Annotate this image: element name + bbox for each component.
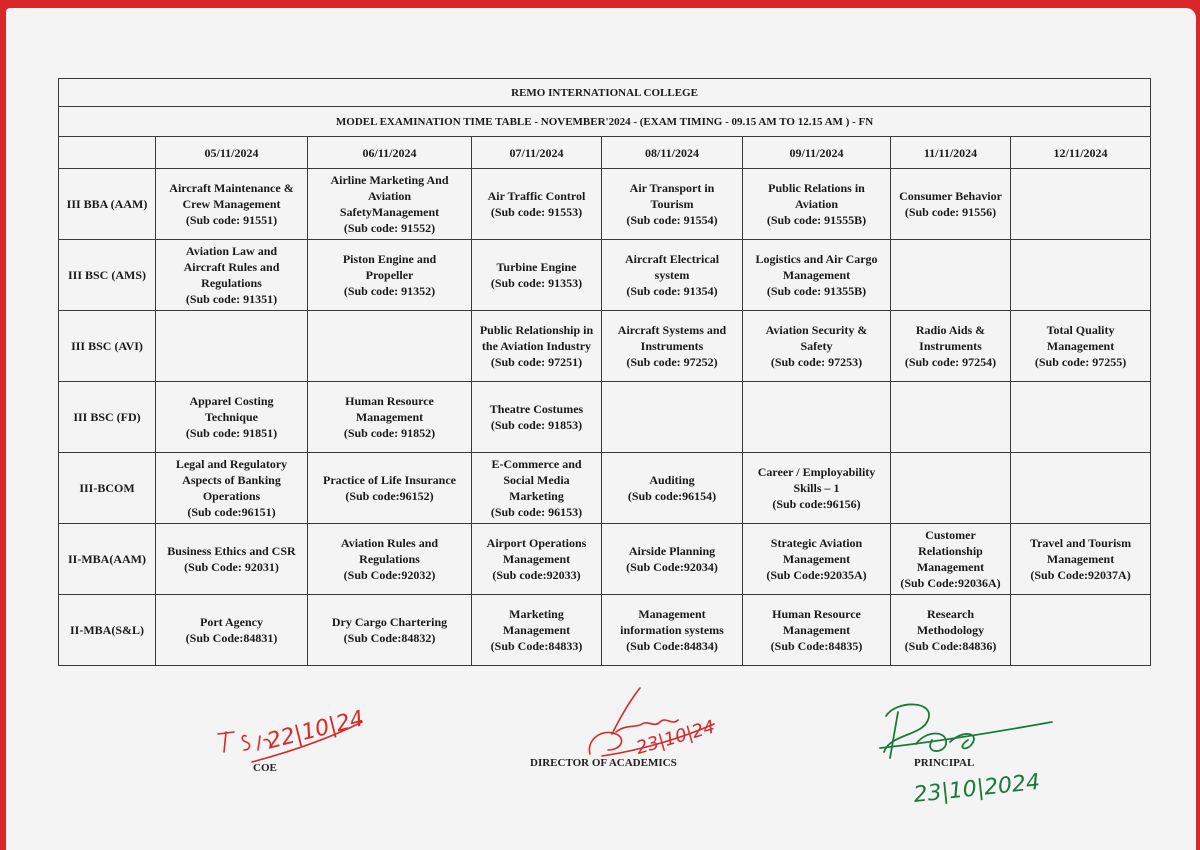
exam-cell-line: (Sub Code:92035A): [766, 568, 867, 582]
empty-cell: [1011, 595, 1151, 666]
program-name: II-MBA(S&L): [59, 595, 156, 666]
exam-cell-line: Airport Operations: [486, 536, 587, 550]
exam-cell: [602, 240, 743, 311]
empty-cell: [1011, 382, 1151, 453]
exam-cell-line: Management: [502, 623, 571, 637]
principal-label: PRINCIPAL: [914, 757, 975, 769]
exam-cell-line: Human Resource: [772, 607, 861, 621]
exam-cell-line: (Sub code: 91354): [626, 284, 718, 298]
exam-cell-line: (Sub Code:92032): [343, 568, 436, 582]
exam-cell-line: Travel and Tourism: [1029, 536, 1132, 550]
exam-cell: [308, 382, 472, 453]
exam-cell-line: Aspects of Banking: [182, 473, 281, 487]
exam-cell-line: Total Quality: [1046, 323, 1115, 337]
coe-date-svg: [258, 696, 378, 755]
exam-cell-line: (Sub code: 91556): [904, 205, 997, 219]
exam-cell-line: (Sub code:96152): [345, 489, 434, 503]
exam-cell: [156, 524, 308, 595]
exam-cell: [602, 595, 743, 666]
exam-cell-line: (Sub code: 91352): [343, 284, 436, 298]
coe-label: COE: [253, 762, 277, 774]
exam-cell-line: Aviation: [794, 197, 839, 211]
program-name: II-MBA(AAM): [59, 524, 156, 595]
program-row: [59, 240, 1151, 311]
exam-cell: [891, 595, 1011, 666]
exam-cell-line: (Sub code:96154): [627, 489, 717, 503]
exam-cell: [743, 453, 891, 524]
program-row: [59, 524, 1151, 595]
exam-cell: [743, 311, 891, 382]
exam-cell: [891, 311, 1011, 382]
principal-signature: [876, 696, 1066, 809]
header-corner: [59, 137, 156, 169]
exam-cell: [743, 169, 891, 240]
director-label: DIRECTOR OF ACADEMICS: [530, 757, 677, 769]
exam-cell-line: Propeller: [365, 268, 414, 282]
empty-cell: [891, 382, 1011, 453]
empty-cell: [602, 382, 743, 453]
exam-cell-line: Relationship: [918, 544, 983, 558]
exam-cell: [891, 169, 1011, 240]
exam-cell-line: (Sub code: 97253): [770, 355, 863, 369]
exam-cell-line: Marketing: [509, 489, 564, 503]
exam-cell-line: (Sub Code:92036A): [900, 576, 1001, 590]
exam-cell-line: Aviation Law and: [185, 244, 278, 258]
date-header: 08/11/2024: [602, 137, 743, 169]
exam-cell-line: (Sub code: 91853): [490, 418, 583, 432]
exam-cell-line: (Sub code: 97255): [1034, 355, 1127, 369]
exam-cell-line: Legal and Regulatory: [175, 457, 288, 471]
exam-cell-line: Crew Management: [182, 197, 281, 211]
exam-cell: [308, 240, 472, 311]
exam-cell-line: (Sub code: 91353): [490, 276, 583, 290]
exam-cell-line: system: [654, 268, 690, 282]
exam-cell: [156, 595, 308, 666]
college-title: REMO INTERNATIONAL COLLEGE: [59, 79, 1151, 107]
exam-cell: [156, 240, 308, 311]
program-row: [59, 453, 1151, 524]
exam-cell-line: Apparel Costing: [189, 394, 274, 408]
exam-cell: [308, 453, 472, 524]
exam-cell-line: (Sub code: 91552): [343, 221, 436, 235]
exam-cell-line: (Sub code:96156): [772, 497, 861, 511]
exam-cell-line: Career / Employability: [757, 465, 876, 479]
exam-cell-line: Instruments: [919, 339, 982, 353]
exam-cell-line: (Sub Code: 92031): [184, 560, 279, 574]
exam-cell: [472, 382, 602, 453]
exam-cell-line: Management: [355, 410, 424, 424]
exam-cell-line: information systems: [620, 623, 724, 637]
exam-cell-line: Human Resource: [345, 394, 434, 408]
exam-cell-line: Regulations: [201, 276, 262, 290]
svg-text:23|10|24: 23|10|24: [633, 716, 718, 759]
exam-cell-line: Aircraft Electrical: [624, 252, 720, 266]
exam-cell-line: Public Relationship in: [479, 323, 594, 337]
exam-cell: [743, 240, 891, 311]
exam-cell-line: Management: [916, 560, 985, 574]
exam-cell-line: (Sub code: 97252): [626, 355, 718, 369]
exam-cell: [472, 169, 602, 240]
date-header: 06/11/2024: [308, 137, 472, 169]
exam-cell-line: Dry Cargo Chartering: [331, 615, 448, 629]
exam-cell: [602, 524, 743, 595]
exam-cell-line: Regulations: [359, 552, 420, 566]
exam-cell-line: Management: [782, 623, 851, 637]
empty-cell: [156, 311, 308, 382]
exam-cell-line: Management: [1046, 339, 1115, 353]
exam-cell: [472, 240, 602, 311]
date-header: 09/11/2024: [743, 137, 891, 169]
exam-cell-line: Logistics and Air Cargo: [755, 252, 878, 266]
exam-cell-line: (Sub Code:92034): [626, 560, 718, 574]
exam-cell: [472, 453, 602, 524]
date-header-row: [59, 137, 1151, 169]
coe-handwriting: T. S. Lhi 22/10/24: [212, 692, 221, 693]
exam-cell-line: (Sub code: 91851): [185, 426, 278, 440]
director-signature: [582, 684, 732, 764]
exam-cell-line: Customer: [925, 528, 976, 542]
exam-cell-line: (Sub code:96151): [187, 505, 276, 519]
exam-cell-line: (Sub code:92033): [492, 568, 581, 582]
exam-cell-line: Aircraft Systems and: [617, 323, 727, 337]
exam-cell-line: (Sub code: 91555B): [766, 213, 867, 227]
exam-cell-line: SafetyManagement: [339, 205, 440, 219]
exam-cell-line: Technique: [205, 410, 258, 424]
exam-cell-line: Aircraft Maintenance &: [169, 181, 294, 195]
exam-cell-line: (Sub Code:84831): [185, 631, 278, 645]
exam-cell-line: (Sub code: 91351): [185, 292, 278, 306]
exam-cell-line: Air Transport in: [629, 181, 715, 195]
exam-cell-line: Airside Planning: [628, 544, 716, 558]
exam-cell-line: Management: [782, 268, 851, 282]
exam-cell-line: (Sub code: 96153): [490, 505, 583, 519]
exam-cell-line: Public Relations in: [768, 181, 865, 195]
exam-cell-line: Radio Aids &: [915, 323, 986, 337]
exam-cell-line: Aircraft Rules and: [183, 260, 280, 274]
exam-cell-line: Skills – 1: [793, 481, 840, 495]
exam-cell-line: Business Ethics and CSR: [167, 544, 296, 558]
exam-cell: [156, 382, 308, 453]
empty-cell: [743, 382, 891, 453]
program-name: III BSC (AMS): [59, 240, 156, 311]
empty-cell: [891, 240, 1011, 311]
exam-cell: [472, 311, 602, 382]
exam-cell-line: Practice of Life Insurance: [323, 473, 456, 487]
exam-cell-line: Operations: [202, 489, 261, 503]
empty-cell: [308, 311, 472, 382]
exam-cell: [156, 453, 308, 524]
timetable-container: [58, 78, 1150, 676]
exam-cell-line: (Sub Code:92037A): [1030, 568, 1131, 582]
exam-cell-line: Management: [782, 552, 851, 566]
exam-cell: [156, 169, 308, 240]
exam-cell-line: Research: [926, 607, 975, 621]
program-name: III BSC (AVI): [59, 311, 156, 382]
svg-text:23|10|2024: 23|10|2024: [912, 769, 1042, 809]
exam-cell-line: Piston Engine and: [342, 252, 437, 266]
exam-cell-line: Aviation Security &: [765, 323, 868, 337]
program-row: [59, 169, 1151, 240]
exam-cell-line: (Sub Code:84832): [343, 631, 436, 645]
date-header: 12/11/2024: [1011, 137, 1151, 169]
empty-cell: [1011, 169, 1151, 240]
program-row: [59, 595, 1151, 666]
exam-cell-line: Airline Marketing And: [330, 173, 449, 187]
program-name: III BBA (AAM): [59, 169, 156, 240]
date-header: 05/11/2024: [156, 137, 308, 169]
exam-cell: [1011, 524, 1151, 595]
exam-cell: [308, 524, 472, 595]
exam-cell: [472, 595, 602, 666]
exam-cell-line: Social Media: [503, 473, 570, 487]
exam-cell: [743, 524, 891, 595]
exam-cell-line: Consumer Behavior: [899, 189, 1002, 203]
exam-cell-line: Management: [502, 552, 571, 566]
exam-cell: [1011, 311, 1151, 382]
empty-cell: [891, 453, 1011, 524]
exam-cell-line: (Sub code: 91553): [490, 205, 583, 219]
exam-cell-line: E-Commerce and: [491, 457, 582, 471]
timetable-subtitle: MODEL EXAMINATION TIME TABLE - NOVEMBER'2024 - (EXAM TIMING - 09.15 AM TO 12.15 AM ) - FN: [59, 107, 1151, 137]
exam-cell-line: Auditing: [649, 473, 695, 487]
exam-cell-line: (Sub code: 91852): [343, 426, 436, 440]
program-row: [59, 311, 1151, 382]
program-row: [59, 382, 1151, 453]
exam-cell-line: (Sub code: 97254): [904, 355, 997, 369]
exam-cell-line: Instruments: [640, 339, 704, 353]
exam-cell-line: the Aviation Industry: [481, 339, 592, 353]
exam-cell-line: Air Traffic Control: [487, 189, 586, 203]
exam-cell-line: (Sub code: 97251): [490, 355, 583, 369]
exam-cell-line: (Sub Code:84836): [904, 639, 997, 653]
exam-cell-line: (Sub Code:84835): [770, 639, 863, 653]
exam-cell-line: Management: [1046, 552, 1115, 566]
exam-cell: [472, 524, 602, 595]
exam-cell: [308, 595, 472, 666]
exam-cell-line: (Sub code: 91355B): [766, 284, 867, 298]
exam-cell-line: (Sub code: 91551): [185, 213, 278, 227]
exam-cell-line: Turbine Engine: [496, 260, 577, 274]
exam-cell-line: Strategic Aviation: [770, 536, 863, 550]
exam-cell-line: (Sub code: 91554): [626, 213, 718, 227]
svg-text:22|10|24: 22|10|24: [264, 706, 367, 755]
exam-cell: [308, 169, 472, 240]
exam-cell-line: Management: [638, 607, 706, 621]
exam-cell-line: (Sub Code:84834): [626, 639, 718, 653]
exam-cell-line: (Sub Code:84833): [490, 639, 583, 653]
exam-cell-line: Methodology: [916, 623, 985, 637]
exam-cell: [891, 524, 1011, 595]
exam-cell-line: Marketing: [509, 607, 564, 621]
exam-cell-line: Tourism: [650, 197, 694, 211]
exam-cell: [602, 169, 743, 240]
empty-cell: [1011, 240, 1151, 311]
exam-cell-line: Port Agency: [200, 615, 263, 629]
date-header: 07/11/2024: [472, 137, 602, 169]
exam-cell-line: Aviation: [367, 189, 412, 203]
exam-cell-line: Aviation Rules and: [340, 536, 439, 550]
exam-timetable: [58, 78, 1151, 666]
empty-cell: [1011, 453, 1151, 524]
exam-cell-line: Theatre Costumes: [489, 402, 584, 416]
exam-cell: [602, 453, 743, 524]
exam-cell-line: Safety: [800, 339, 833, 353]
program-name: III-BCOM: [59, 453, 156, 524]
date-header: 11/11/2024: [891, 137, 1011, 169]
exam-cell: [743, 595, 891, 666]
exam-cell: [602, 311, 743, 382]
program-name: III BSC (FD): [59, 382, 156, 453]
